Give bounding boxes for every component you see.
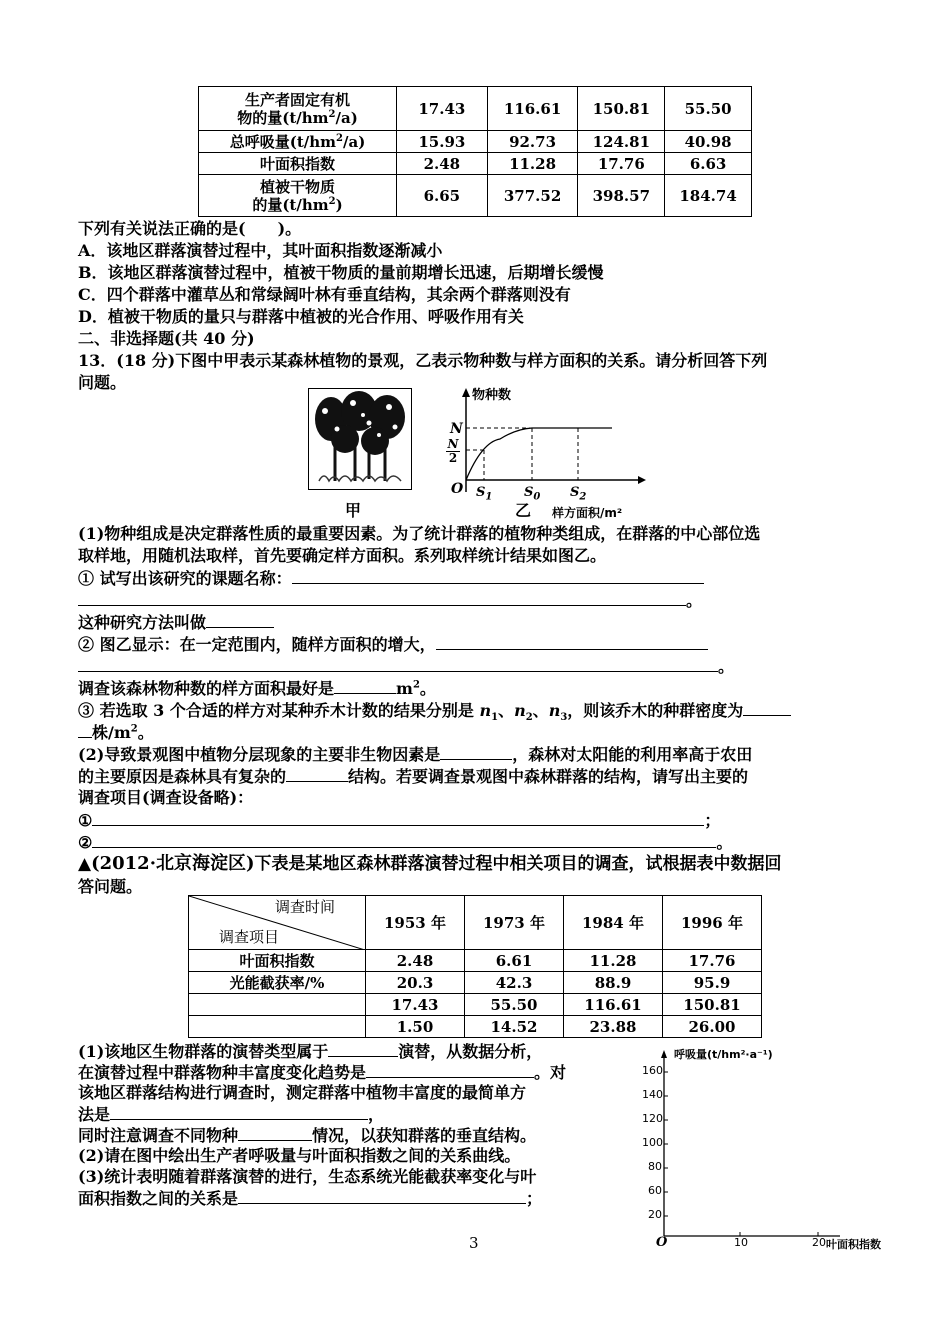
table2-cell: 95.9 [663, 972, 762, 994]
graph-n-half-label: N 2 [447, 437, 459, 465]
xtick: 10 [734, 1236, 748, 1249]
table2-cell: 42.3 [465, 972, 564, 994]
graph-s2-label: $S_2$ [570, 485, 587, 503]
q13-p1-line2: 取样地，用随机法取样，首先要确定样方面积。系列取样统计结果如图乙。 [78, 546, 607, 565]
q14-p3-line1: (3)统计表明随着群落演替的进行，生态系统光能截获率变化与叶 [78, 1167, 537, 1186]
q14-p1-line1: (1)该地区生物群落的演替类型属于 演替，从数据分析， [78, 1042, 543, 1061]
figure-label-yi: 乙 [515, 501, 532, 520]
ytick: 20 [648, 1208, 662, 1221]
answer-blank-area[interactable] [334, 677, 396, 694]
answer-blank-method[interactable] [206, 611, 274, 628]
answer-blank-item2[interactable] [92, 831, 716, 848]
table2-year: 1973 年 [465, 896, 564, 950]
ytick: 100 [642, 1136, 663, 1149]
q13-p1-line7: 。 [78, 655, 734, 678]
q13-p2-item2: ② 。 [78, 833, 733, 852]
table2-cell: 55.50 [465, 994, 564, 1016]
answer-blank-trend[interactable] [436, 633, 708, 650]
q12-option-a: A．该地区群落演替过程中，其叶面积指数逐渐减小 [78, 241, 443, 260]
q13-p1-line8: 调查该森林物种数的样方面积最好是 $m^2$。 [78, 679, 436, 698]
table2-label [189, 1016, 366, 1038]
ytick: 140 [642, 1088, 663, 1101]
answer-blank-succession[interactable] [328, 1040, 398, 1057]
data-table-2 [188, 895, 762, 1038]
ytick: 120 [642, 1112, 663, 1125]
q13-p2-item1: ① ； [78, 811, 721, 830]
q13-p1-line1: (1)物种组成是决定群落性质的最重要因素。为了统计群落的植物种类组成，在群落的中心部位选 [78, 524, 761, 543]
y-axis-arrow-icon [462, 388, 470, 397]
answer-blank-title[interactable] [292, 567, 704, 584]
q13-p1-line4: 。 [78, 589, 702, 612]
q13-intro: 13．(18 分)下图中甲表示某森林植物的景观，乙表示物种数与样方面积的关系。请分析回答下列 [78, 351, 768, 370]
respiration-graph[interactable] [640, 1040, 885, 1255]
answer-blank-trend-cont[interactable] [78, 655, 718, 672]
table1-cell: 92.73 [487, 131, 578, 153]
page-number: 3 [469, 1234, 479, 1252]
forest-landscape-figure [308, 388, 412, 490]
xtick: 20 [812, 1236, 826, 1249]
ytick: 80 [648, 1160, 662, 1173]
q14-intro-cont: 答问题。 [78, 877, 143, 896]
answer-blank-density[interactable] [743, 699, 791, 716]
table2-cell: 11.28 [564, 950, 663, 972]
answer-blank-structure[interactable] [286, 765, 348, 782]
table1-cell: 377.52 [487, 175, 578, 217]
resp-graph-origin: O [656, 1235, 668, 1250]
q14-p1-line3: 该地区群落结构进行调查时，测定群落中植物丰富度的最简单方 [78, 1083, 527, 1102]
table2-cell: 150.81 [663, 994, 762, 1016]
table1-label: 总呼吸量$(t/hm^2/a)$ [199, 131, 397, 153]
q12-option-d: D．植被干物质的量只与群落中植被的光合作用、呼吸作用有关 [78, 307, 524, 326]
table2-cell: 23.88 [564, 1016, 663, 1038]
forest-trees-icon [309, 389, 411, 489]
table1-cell: 40.98 [665, 131, 752, 153]
table2-cell: 26.00 [663, 1016, 762, 1038]
table1-cell: 6.65 [397, 175, 488, 217]
answer-blank-distribution[interactable] [238, 1124, 312, 1141]
table2-cell: 17.43 [366, 994, 465, 1016]
table1-cell: 55.50 [665, 87, 752, 131]
y-axis-arrow-icon [661, 1050, 667, 1058]
q13-p1-line6: ② 图乙显示：在一定范围内，随样方面积的增大， [78, 633, 708, 656]
q14-p1-line4: 法是 ， [78, 1105, 385, 1124]
ytick: 160 [642, 1064, 663, 1077]
q12-option-c: C．四个群落中灌草丛和常绿阔叶林有垂直结构，其余两个群落则没有 [78, 285, 571, 304]
table1-cell: 6.63 [665, 153, 752, 175]
table2-year: 1996 年 [663, 896, 762, 950]
table2-cell: 116.61 [564, 994, 663, 1016]
answer-blank-title-cont[interactable] [78, 589, 686, 606]
resp-graph-xlabel: 叶面积指数 [826, 1238, 881, 1251]
table2-year: 1953 年 [366, 896, 465, 950]
q13-p1-line10: 株$/m^2$。 [78, 721, 154, 744]
answer-blank-richness[interactable] [366, 1061, 534, 1078]
table2-cell: 6.61 [465, 950, 564, 972]
table2-cell: 14.52 [465, 1016, 564, 1038]
q14-p1-line5: 同时注意调查不同物种 情况，以获知群落的垂直结构。 [78, 1126, 537, 1145]
table2-cell: 88.9 [564, 972, 663, 994]
graph-xlabel: 样方面积/m² [552, 506, 623, 520]
answer-blank-item1[interactable] [92, 809, 704, 826]
data-table-1 [198, 86, 752, 217]
resp-graph-ylabel: 呼吸量(t/hm²·a⁻¹) [674, 1048, 773, 1061]
q13-p2-line3: 调查项目(调查设备略)： [78, 788, 254, 807]
q14-intro: ▲(2012·北京海淀区)下表是某地区森林群落演替过程中相关项目的调查，试根据表中数据回 [78, 853, 782, 874]
table1-label: 叶面积指数 [199, 153, 397, 175]
table1-cell: 124.81 [578, 131, 665, 153]
table2-label: 叶面积指数 [189, 950, 366, 972]
table1-cell: 150.81 [578, 87, 665, 131]
table1-cell: 184.74 [665, 175, 752, 217]
answer-blank-density-cont[interactable] [78, 721, 92, 738]
q13-p2-line1: (2)导致景观图中植物分层现象的主要非生物因素是 ，森林对太阳能的利用率高于农田 [78, 745, 753, 764]
table1-cell: 15.93 [397, 131, 488, 153]
table1-cell: 2.48 [397, 153, 488, 175]
q13-p1-line5: 这种研究方法叫做 [78, 611, 274, 634]
answer-blank-factor[interactable] [440, 743, 512, 760]
q14-p3-line2: 面积指数之间的关系是 ； [78, 1189, 543, 1208]
ytick: 60 [648, 1184, 662, 1197]
graph-ylabel: 物种数 [472, 388, 512, 403]
graph-s0-label: $S_0$ [524, 485, 541, 503]
q13-p1-line9: ③ 若选取 3 个合适的样方对某种乔木计数的结果分别是 $n_1$、$n_2$、$n_3$，则该乔木的种群密度为 [78, 699, 791, 722]
table1-label: 生产者固定有机 物的量$(t/hm^2/a)$ [199, 87, 397, 131]
table1-cell: 398.57 [578, 175, 665, 217]
table1-cell: 116.61 [487, 87, 578, 131]
table2-year: 1984 年 [564, 896, 663, 950]
q14-p1-line2: 在演替过程中群落物种丰富度变化趋势是 。对 [78, 1063, 567, 1082]
species-curve [466, 428, 612, 480]
table2-header-diagonal: 调查时间 调查项目 [189, 896, 366, 950]
graph-origin-label: O [451, 481, 464, 497]
table1-cell: 17.43 [397, 87, 488, 131]
table1-label: 植被干物质 的量$(t/hm^2)$ [199, 175, 397, 217]
graph-n-label: N [450, 421, 463, 437]
q12-stem: 下列有关说法正确的是( )。 [78, 219, 302, 238]
q13-intro-cont: 问题。 [78, 373, 127, 392]
q14-p2: (2)请在图中绘出生产者呼吸量与叶面积指数之间的关系曲线。 [78, 1146, 521, 1165]
table2-cell: 17.76 [663, 950, 762, 972]
graph-s1-label: $S_1$ [476, 485, 493, 503]
q12-option-b: B．该地区群落演替过程中，植被干物质的量前期增长迅速，后期增长缓慢 [78, 263, 604, 282]
q13-p1-line3: ① 试写出该研究的课题名称： [78, 567, 704, 590]
table2-cell: 1.50 [366, 1016, 465, 1038]
answer-blank-method2[interactable] [110, 1103, 368, 1120]
x-axis-arrow-icon [638, 476, 646, 484]
table1-cell: 17.76 [578, 153, 665, 175]
table2-cell: 20.3 [366, 972, 465, 994]
table1-cell: 11.28 [487, 153, 578, 175]
answer-blank-relation[interactable] [238, 1187, 526, 1204]
table2-label: 光能截获率/% [189, 972, 366, 994]
table2-cell: 2.48 [366, 950, 465, 972]
table2-label [189, 994, 366, 1016]
section-heading: 二、非选择题(共 40 分) [78, 329, 255, 348]
q13-p2-line2: 的主要原因是森林具有复杂的 结构。若要调查景观图中森林群落的结构，请写出主要的 [78, 767, 749, 786]
figure-label-jia: 甲 [345, 501, 362, 520]
